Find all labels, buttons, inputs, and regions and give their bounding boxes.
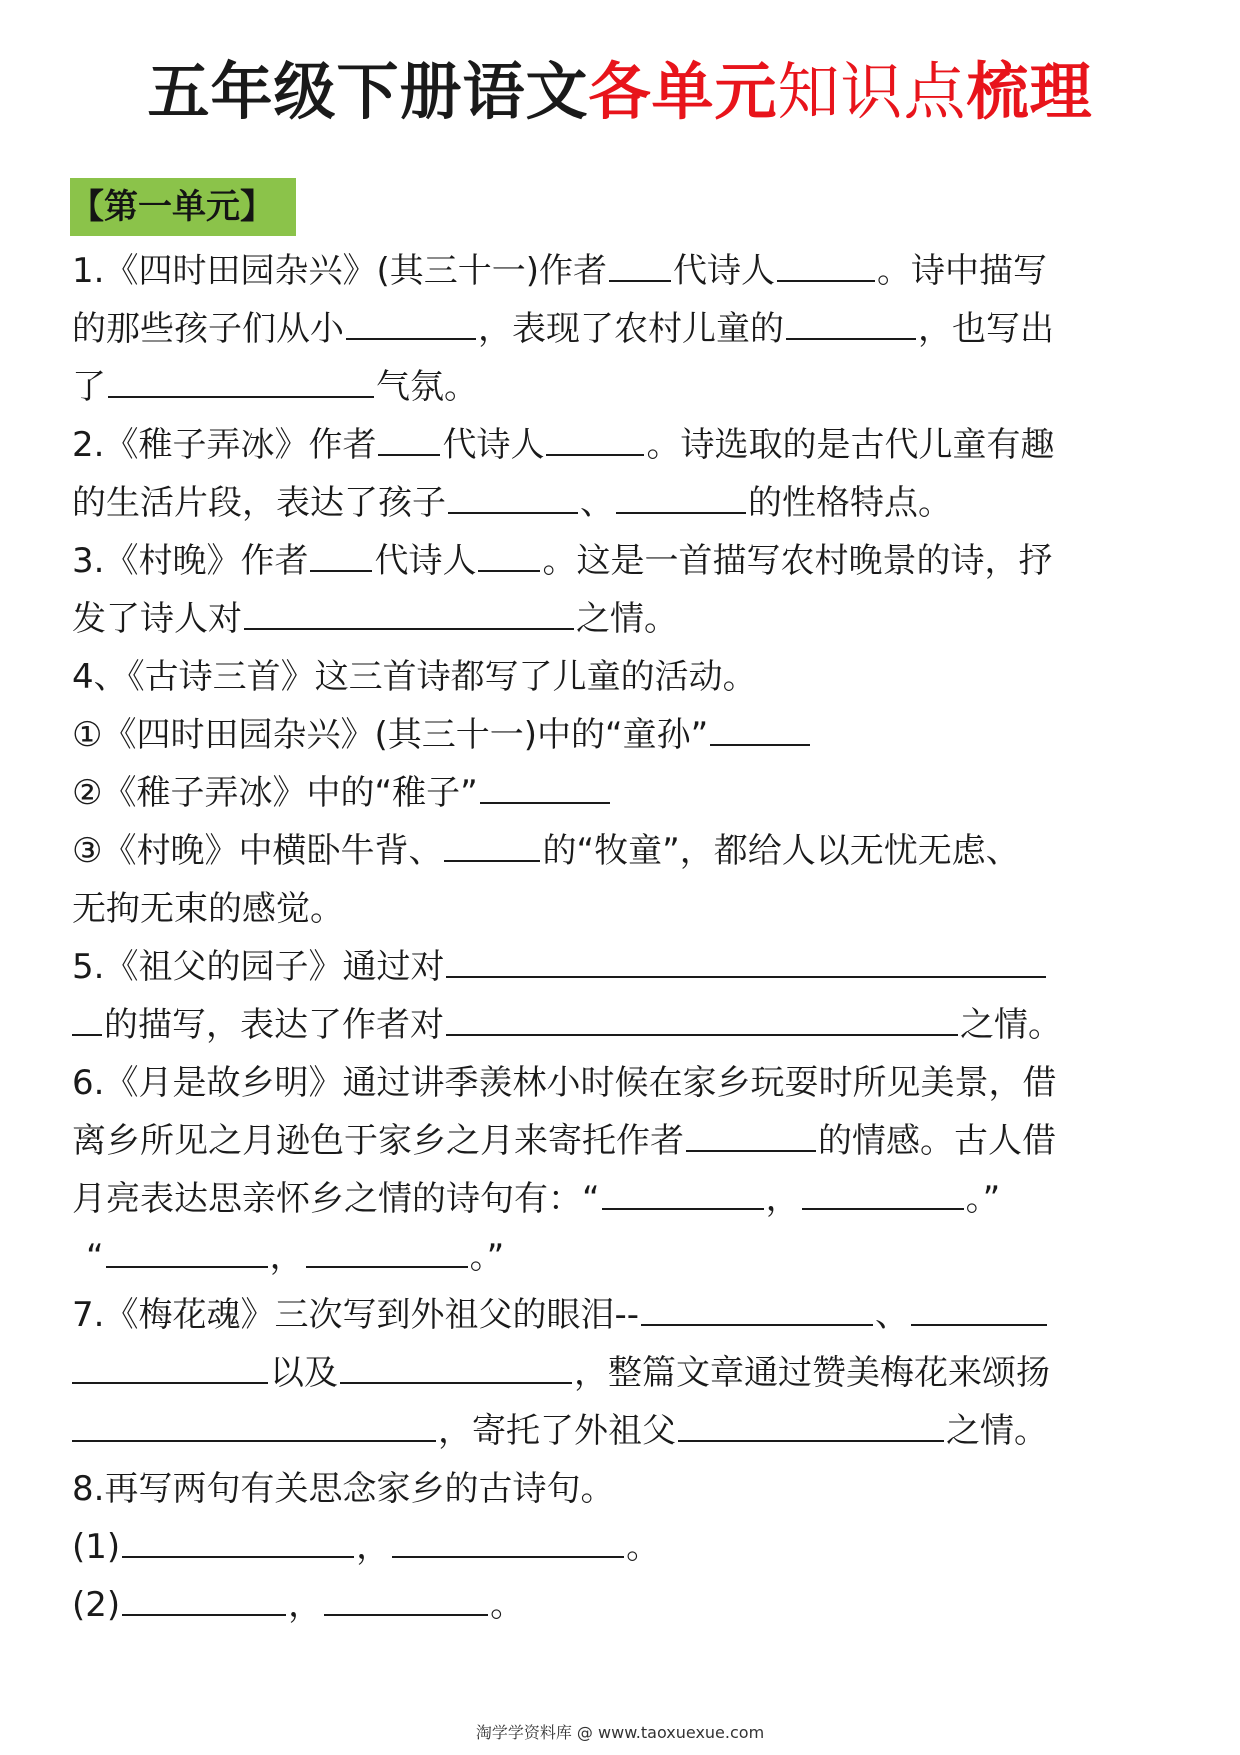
blank[interactable] [378, 420, 440, 456]
q4-text-a: 4、《古诗三首》这三首诗都写了儿童的活动。 [72, 657, 757, 697]
blank[interactable] [602, 1174, 764, 1210]
q4-text-f: 无拘无束的感觉。 [72, 889, 344, 929]
blank[interactable] [72, 1348, 268, 1384]
page-title [0, 52, 1240, 132]
title-part-4: 梳理 [966, 55, 1093, 128]
blank[interactable] [802, 1174, 964, 1210]
q1-text-c: 。诗中描写 [876, 251, 1047, 291]
q7-line-2 [72, 1344, 1172, 1402]
title-part-2: 各单元 [588, 55, 778, 128]
q1-text-h: 气氛。 [376, 367, 478, 407]
q8-line-1 [72, 1460, 1172, 1518]
q5-line-2 [72, 996, 1172, 1054]
blank[interactable] [686, 1116, 816, 1152]
q7-text-a: 7.《梅花魂》三次写到外祖父的眼泪-- [72, 1295, 639, 1335]
q7-text-f: 之情。 [946, 1411, 1048, 1451]
blank[interactable] [616, 478, 746, 514]
q1-text-e: ，表现了农村儿童的 [478, 309, 784, 349]
blank[interactable] [641, 1290, 873, 1326]
q8-comma: ， [288, 1585, 323, 1625]
q4-line-4 [72, 822, 1172, 880]
q3-line-1 [72, 532, 1172, 590]
q8-item-1-label: (1) [72, 1527, 121, 1567]
blank[interactable] [340, 1348, 572, 1384]
blank[interactable] [122, 1522, 354, 1558]
q6-text-b: 离乡所见之月逊色于家乡之月来寄托作者 [72, 1121, 684, 1161]
q2-text-c: 。诗选取的是古代儿童有趣 [646, 425, 1055, 465]
blank[interactable] [786, 304, 916, 340]
q8-line-2 [72, 1518, 1172, 1576]
q6-line-3 [72, 1170, 1172, 1228]
q3-text-a: 3.《村晚》作者 [72, 541, 309, 581]
blank[interactable] [306, 1232, 468, 1268]
footer-watermark: 淘学学资料库 @ www.taoxuexue.com [475, 1723, 765, 1742]
q1-text-g: 了 [72, 367, 106, 407]
q2-text-e: 、 [580, 483, 614, 523]
blank[interactable] [244, 594, 574, 630]
blank[interactable] [108, 362, 374, 398]
blank[interactable] [546, 420, 644, 456]
q5-text-c: 之情。 [960, 1005, 1062, 1045]
blank[interactable] [911, 1290, 1047, 1326]
q6-text-c: 的情感。古人借 [818, 1121, 1056, 1161]
q3-text-d: 发了诗人对 [72, 599, 242, 639]
q8-item-2-label: (2) [72, 1585, 121, 1625]
q3-text-e: 之情。 [576, 599, 678, 639]
q7-text-b: 、 [874, 1295, 909, 1335]
q2-text-f: 的性格特点。 [748, 483, 952, 523]
q6-text-f: 。” [965, 1179, 1001, 1219]
q4-text-c: ②《稚子弄冰》中的“稚子” [72, 773, 478, 813]
q8-text-a: 8.再写两句有关思念家乡的古诗句。 [72, 1469, 615, 1509]
q1-text-f: ，也写出 [918, 309, 1054, 349]
q6-text-a: 6.《月是故乡明》通过讲季羡林小时候在家乡玩耍时所见美景，借 [72, 1063, 1057, 1103]
q2-text-d: 的生活片段，表达了孩子 [72, 483, 446, 523]
q1-line-2 [72, 300, 1172, 358]
q2-text-a: 2.《稚子弄冰》作者 [72, 425, 377, 465]
q4-line-5 [72, 880, 1172, 938]
q6-line-4 [72, 1228, 1172, 1286]
blank[interactable] [446, 942, 1046, 978]
q3-text-c: 。这是一首描写农村晚景的诗，抒 [542, 541, 1053, 581]
q7-text-e: ，寄托了外祖父 [438, 1411, 676, 1451]
blank[interactable] [310, 536, 372, 572]
q5-line-1 [72, 938, 1172, 996]
q4-text-b: ①《四时田园杂兴》(其三十一)中的“童孙” [72, 715, 709, 755]
q4-line-3 [72, 764, 1172, 822]
blank[interactable] [480, 768, 610, 804]
blank[interactable] [106, 1232, 268, 1268]
q2-line-1 [72, 416, 1172, 474]
q8-comma: ， [356, 1527, 391, 1567]
q6-text-g: “ [86, 1237, 104, 1277]
unit-badge: 【第一单元】 [70, 178, 296, 236]
q4-line-2 [72, 706, 1172, 764]
q4-text-d: ③《村晚》中横卧牛背、 [72, 831, 443, 871]
question-list [72, 242, 1172, 1634]
q3-line-2 [72, 590, 1172, 648]
q7-text-c: 以及 [270, 1353, 338, 1393]
blank[interactable] [444, 826, 540, 862]
q8-end: 。 [490, 1585, 525, 1625]
q5-text-a: 5.《祖父的园子》通过对 [72, 947, 445, 987]
title-part-3: 知识点 [777, 55, 967, 128]
blank[interactable] [72, 1000, 102, 1036]
q1-line-3 [72, 358, 1172, 416]
blank[interactable] [72, 1406, 436, 1442]
q2-text-b: 代诗人 [442, 425, 545, 465]
q2-line-2 [72, 474, 1172, 532]
q7-line-1 [72, 1286, 1172, 1344]
blank[interactable] [324, 1580, 488, 1616]
blank[interactable] [346, 304, 476, 340]
blank[interactable] [122, 1580, 286, 1616]
blank[interactable] [446, 1000, 958, 1036]
blank[interactable] [609, 246, 671, 282]
q7-text-d: ，整篇文章通过赞美梅花来颂扬 [574, 1353, 1050, 1393]
q1-text-a: 1.《四时田园杂兴》(其三十一)作者 [72, 251, 607, 291]
blank[interactable] [448, 478, 578, 514]
q6-text-e: ， [765, 1179, 800, 1219]
blank[interactable] [678, 1406, 944, 1442]
q6-text-h: ， [269, 1237, 304, 1277]
q6-text-d: 月亮表达思亲怀乡之情的诗句有：“ [72, 1179, 600, 1219]
q6-line-1 [72, 1054, 1172, 1112]
title-part-1: 五年级下册语文 [147, 55, 589, 128]
blank[interactable] [777, 246, 875, 282]
blank[interactable] [710, 710, 810, 746]
blank[interactable] [478, 536, 540, 572]
q6-text-i: 。” [469, 1237, 505, 1277]
q3-text-b: 代诗人 [374, 541, 477, 581]
q1-line-1 [72, 242, 1172, 300]
q6-line-2 [72, 1112, 1172, 1170]
q7-line-3 [72, 1402, 1172, 1460]
q1-text-b: 代诗人 [672, 251, 775, 291]
q8-line-3 [72, 1576, 1172, 1634]
q8-end: 。 [626, 1527, 661, 1567]
q5-text-b: 的描写，表达了作者对 [104, 1005, 444, 1045]
q4-text-e: 的“牧童”，都给人以无忧无虑、 [542, 831, 1020, 871]
q4-line-1 [72, 648, 1172, 706]
blank[interactable] [392, 1522, 624, 1558]
q1-text-d: 的那些孩子们从小 [72, 309, 344, 349]
